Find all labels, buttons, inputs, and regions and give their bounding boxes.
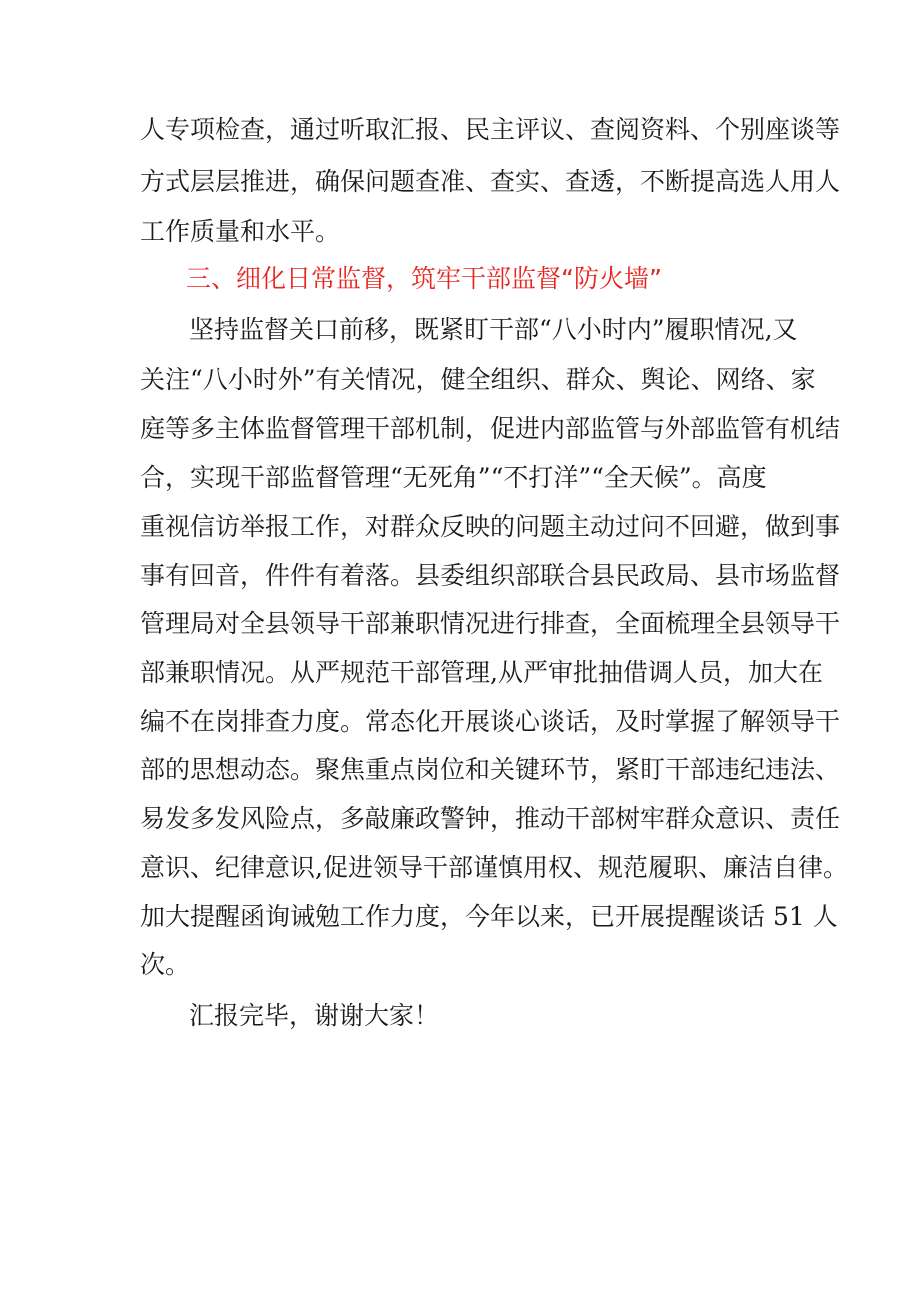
intro-line-3: 工作质量和水平。 xyxy=(140,217,341,246)
body-line-10: 部的思想动态。聚焦重点岗位和关键环节，紧盯干部违纪违法、 xyxy=(140,755,841,784)
intro-line-1: 人专项检查，通过听取汇报、民主评议、查阅资料、个别座谈等 xyxy=(140,115,841,144)
section-heading: 三、细化日常监督，筑牢干部监督“防火墙” xyxy=(186,264,662,293)
body-line-14: 次。 xyxy=(140,950,191,979)
body-line-13: 加大提醒函询诫勉工作力度，今年以来，已开展提醒谈话 51 人 xyxy=(140,902,838,931)
closing-line: 汇报完毕，谢谢大家！ xyxy=(189,1001,440,1030)
body-line-4: 合，实现干部监督管理“无死角”“不打洋”“全天候”。高度 xyxy=(140,463,767,492)
body-line-8: 部兼职情况。从严规范干部管理,从严审批抽借调人员，加大在 xyxy=(140,658,823,687)
body-line-12: 意识、纪律意识,促进领导干部谨慎用权、规范履职、廉洁自律。 xyxy=(140,853,848,882)
body-line-5: 重视信访举报工作，对群众反映的问题主动过问不回避，做到事 xyxy=(140,512,841,541)
body-line-11: 易发多发风险点，多敲廉政警钟，推动干部树牢群众意识、责任 xyxy=(140,804,841,833)
body-line-6: 事有回音，件件有着落。县委组织部联合县民政局、县市场监督 xyxy=(140,561,841,590)
body-line-1: 坚持监督关口前移，既紧盯干部“八小时内”履职情况,又 xyxy=(189,315,798,344)
intro-line-2: 方式层层推进，确保问题查准、查实、查透，不断提高选人用人 xyxy=(140,167,841,196)
body-line-9: 编不在岗排查力度。常态化开展谈心谈话，及时掌握了解领导干 xyxy=(140,707,841,736)
body-line-3: 庭等多主体监督管理干部机制，促进内部监管与外部监管有机结 xyxy=(140,414,841,443)
body-line-7: 管理局对全县领导干部兼职情况进行排查，全面梳理全县领导干 xyxy=(140,609,841,638)
body-line-2: 关注“八小时外”有关情况，健全组织、群众、舆论、网络、家 xyxy=(140,365,816,394)
